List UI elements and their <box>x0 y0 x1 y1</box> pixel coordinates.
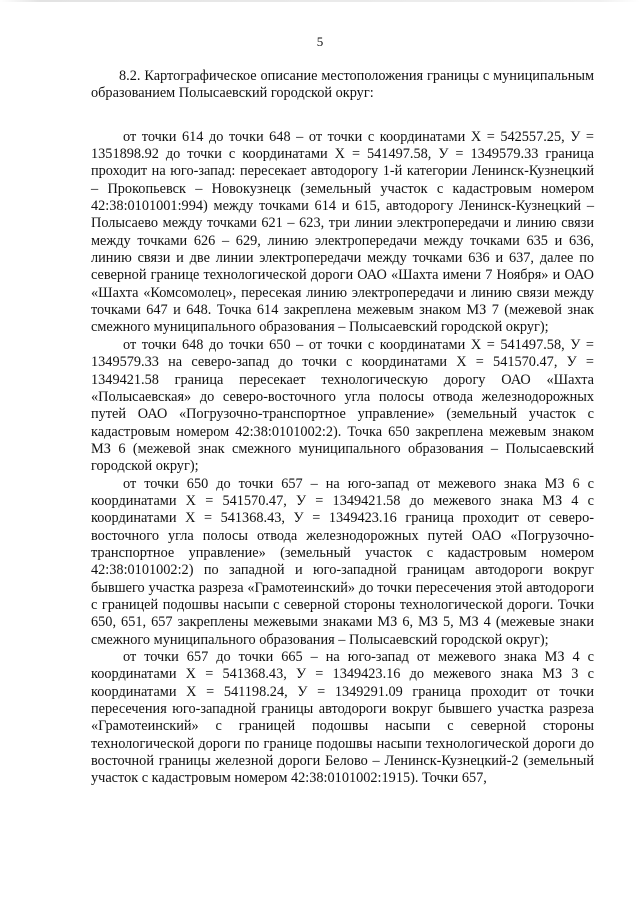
paragraph-segment-614-648: от точки 614 до точки 648 – от точки с координатами Х = 542557.25, У = 1351898.92 до точки с координатами Х = 541497.58, У = 1349579.33 граница проходит на юго-запад: пересекает автодорогу 1-й категории Ленинск-Кузнецкий – Прокопьевск – Новокузнецк (земельный участок с кадастровым номером 42:38:0101001:994) между точками 614 и 615, автодорогу Ленинск-Кузнецкий – Полысаево между точками 621 – 623, три линии электропередачи и линию связи между точками 626 – 629, линию электропередачи между точками 635 и 636, линию связи и две линии электропередачи между точками 636 и 637, далее по северной границе технологической дороги ОАО «Шахта имени 7 Ноября» и ОАО «Шахта «Комсомолец», пересекая линию электропередачи и линию связи между точками 647 и 648. Точка 614 закреплена межевым знаком МЗ 7 (межевой знак смежного муниципального образования – Полысаевский городской округ); <box>91 128 594 336</box>
paragraph-segment-657-665: от точки 657 до точки 665 – на юго-запад от межевого знака МЗ 4 с координатами Х = 541368.43, У = 1349423.16 до межевого знака МЗ 3 с координатами Х = 541198.24, У = 1349291.09 граница проходит от точки пересечения юго-западной границы автодороги вокруг бывшего участка разреза «Грамотеинский» с границей подошвы насыпи с северной стороны технологической дороги по границе подошвы насыпи технологической дороги до восточной границы железной дороги Белово – Ленинск-Кузнецкий-2 (земельный участок с кадастровым номером 42:38:0101002:1915). Точки 657, <box>91 649 594 787</box>
scan-edge <box>0 0 640 2</box>
page-number: 5 <box>316 34 324 49</box>
paragraph-segment-650-657: от точки 650 до точки 657 – на юго-запад от межевого знака МЗ 6 с координатами Х = 541570.47, У = 1349421.58 до межевого знака МЗ 4 с координатами Х = 541368.43, У = 1349423.16 граница проходит от северо-восточного угла полосы отвода железнодорожных путей ОАО «Погрузочно-транспортное управление» (земельный участок с кадастровым номером 42:38:0101002:2) по западной и юго-западной границам автодороги вокруг бывшего участка разреза «Грамотеинский» до точки пересечения этой автодороги с границей подошвы насыпи с северной стороны технологической дороги. Точки 650, 651, 657 закреплены межевыми знаками МЗ 6, МЗ 5, МЗ 4 (межевые знаки смежного муниципального образования – Полысаевский городской округ); <box>91 475 594 648</box>
paragraph-segment-648-650: от точки 648 до точки 650 – от точки с координатами Х = 541497.58, У = 1349579.33 на северо-запад до точки с координатами Х = 541570.47, У = 1349421.58 граница пересекает технологическую дорогу ОАО «Шахта «Полысаевская» до северо-восточного угла полосы отвода железнодорожных путей ОАО «Погрузочно-транспортное управление» (земельный участок с кадастровым номером 42:38:0101002:2). Точка 650 закреплена межевым знаком МЗ 6 (межевой знак смежного муниципального образования – Полысаевский городской округ); <box>91 336 594 475</box>
section-heading: 8.2. Картографическое описание местоположения границы с муниципальным образованием Полысаевский городской округ: <box>91 68 594 102</box>
page-body <box>91 68 594 788</box>
